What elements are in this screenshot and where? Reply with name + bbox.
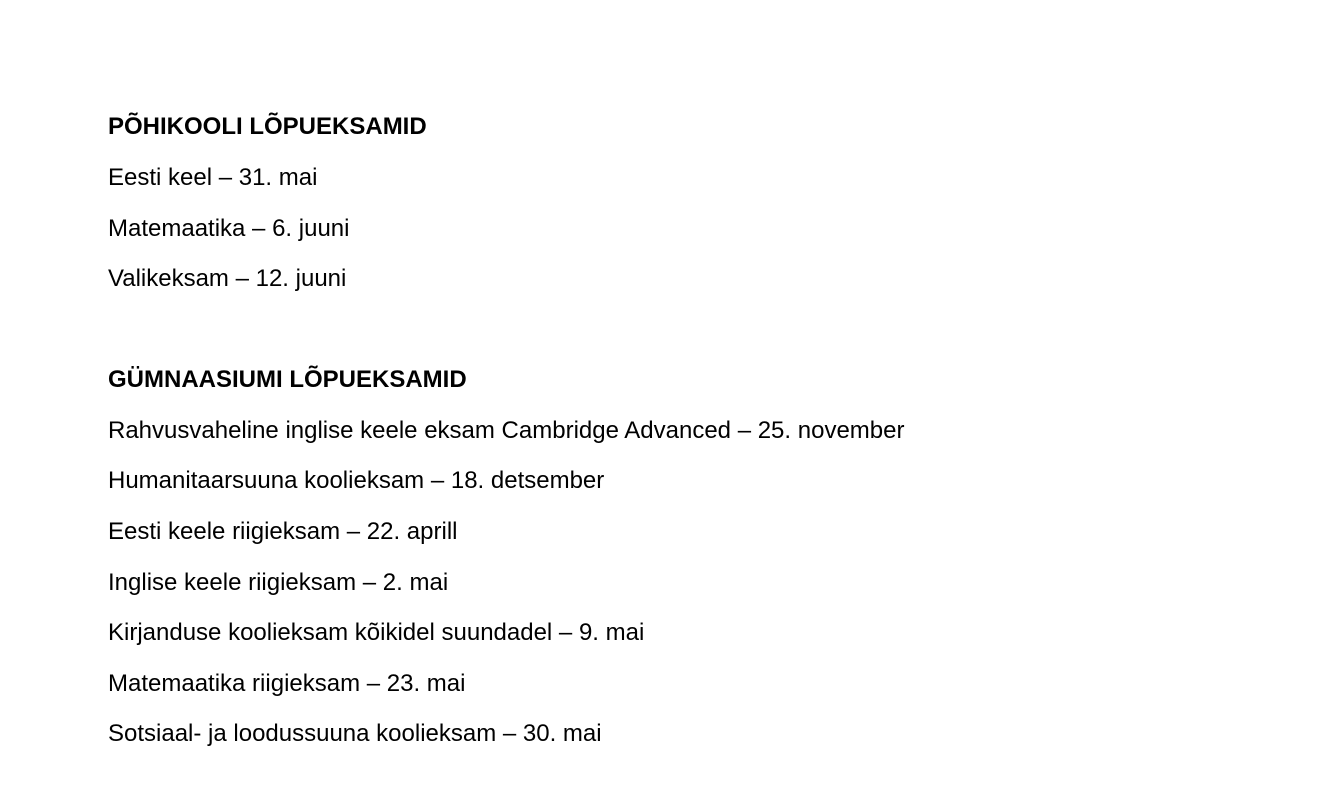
exam-item: Eesti keel – 31. mai xyxy=(108,164,318,191)
exam-item: Kirjanduse koolieksam kõikidel suundadel – 9. mai xyxy=(108,619,645,647)
exam-item: Inglise keele riigieksam – 2. mai xyxy=(108,568,449,596)
exam-item: Matemaatika – 6. juuni xyxy=(108,214,350,242)
exam-item: Eesti keele riigieksam – 22. aprill xyxy=(108,517,458,545)
document-page xyxy=(108,109,1268,767)
section-gumnaasium xyxy=(108,362,1268,753)
section-spacer xyxy=(108,312,1268,362)
section-pohikool xyxy=(108,109,1268,297)
section-heading: GÜMNAASIUMI LÕPUEKSAMID xyxy=(108,365,467,393)
exam-item: Humanitaarsuuna koolieksam – 18. detsember xyxy=(108,467,605,495)
exam-item: Sotsiaal- ja loodussuuna koolieksam – 30. mai xyxy=(108,720,602,748)
section-heading: PÕHIKOOLI LÕPUEKSAMID xyxy=(108,113,427,140)
exam-item: Valikeksam – 12. juuni xyxy=(108,265,347,293)
exam-item: Matemaatika riigieksam – 23. mai xyxy=(108,669,466,697)
exam-item: Rahvusvaheline inglise keele eksam Cambridge Advanced – 25. november xyxy=(108,416,905,444)
